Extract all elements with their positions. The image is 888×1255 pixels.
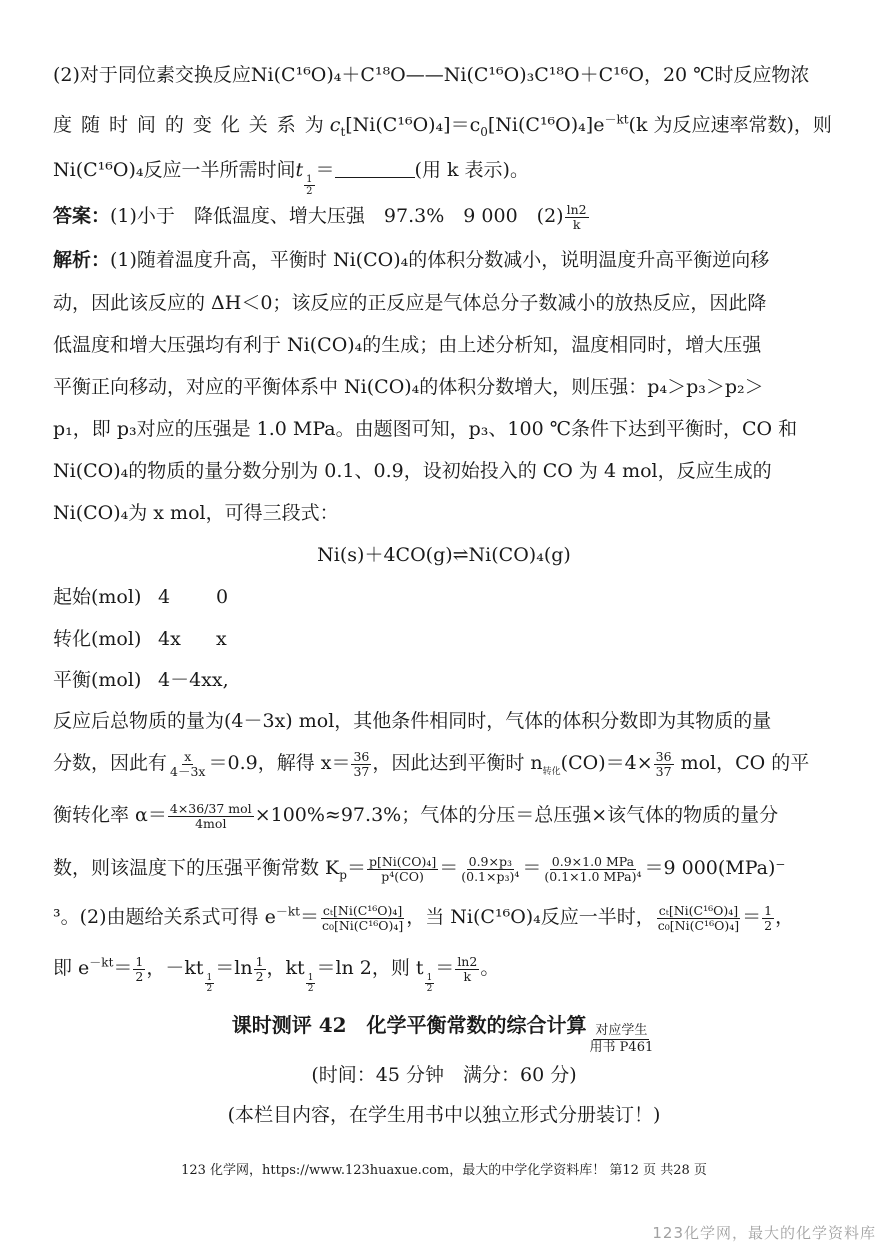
analysis-line-6: Ni(CO)₄的物质的量分数分别为 0.1、0.9，设初始投入的 CO 为 4 mol，反应生成的 <box>53 460 772 482</box>
question-2-line-1 <box>53 60 832 90</box>
frac-den: (0.1×p₃)⁴ <box>461 868 520 884</box>
sub-0: 0 <box>480 124 488 139</box>
frac-num: 36 <box>353 748 370 764</box>
analysis-line-3: 低温度和增大压强均有利于 Ni(CO)₄的生成；由上述分析知，温度相同时，增大压强 <box>53 334 762 356</box>
frac-num: cₜ[Ni(C¹⁶O)₄] <box>658 902 739 918</box>
analysis-text: ，因此达到平衡时 n <box>372 752 543 774</box>
sub-half-b <box>306 973 316 994</box>
row-value: 4 <box>158 586 171 608</box>
analysis-text: ＝9 000(MPa)⁻ <box>644 857 786 879</box>
binding-note: (本栏目内容，在学生用书中以独立形式分册装订！) <box>227 1104 661 1126</box>
frac-den: c₀[Ni(C¹⁶O)₄] <box>657 917 740 933</box>
analysis-line-5: p₁，即 p₃对应的压强是 1.0 MPa。由题图可知，p₃、100 ℃条件下达到平衡时，CO 和 <box>53 418 798 440</box>
frac-den: 2 <box>307 984 314 994</box>
answer-blank <box>335 159 415 178</box>
var-t: t <box>295 159 304 181</box>
frac-num: 1 <box>426 973 433 983</box>
half-subscript <box>304 174 314 197</box>
analysis-line-alpha <box>53 800 832 831</box>
frac-num: 36 <box>655 748 672 764</box>
eq-part: [Ni(C¹⁶O)₄]e <box>487 114 605 136</box>
question-char: 间 <box>136 114 156 136</box>
analysis-line-1 <box>53 245 832 275</box>
analysis-text: ＝ln 2，则 t <box>316 957 424 979</box>
analysis-text: 。 <box>480 957 500 979</box>
frac-num: 1 <box>135 953 144 969</box>
fraction-half-b <box>254 955 266 984</box>
analysis-text: 分数，因此有 <box>53 752 168 774</box>
row-value: 4x <box>158 628 181 650</box>
frac-den: c₀[Ni(C¹⁶O)₄] <box>321 917 404 933</box>
fraction-half <box>762 904 774 933</box>
analysis-line-total: 反应后总物质的量为(4－3x) mol，其他条件相同时，气体的体积分数即为其物质的量 <box>53 710 772 732</box>
frac-den: 2 <box>306 186 313 197</box>
analysis-text: ×100%≈97.3%；气体的分压＝总压强×该气体的物质的量分 <box>254 804 779 826</box>
fraction-kp-2 <box>459 855 521 884</box>
frac-num: 1 <box>307 973 314 983</box>
exp-kt: －kt <box>89 955 114 970</box>
textbook-reference <box>588 1023 656 1056</box>
question-char: 变 <box>192 114 212 136</box>
frac-num: 0.9×1.0 MPa <box>551 853 635 869</box>
eq-part: [Ni(C¹⁶O)₄]＝c <box>345 114 481 136</box>
answer-label: 答案： <box>53 205 111 227</box>
fraction-ln2-k <box>455 955 479 984</box>
analysis-text: 即 e <box>53 957 90 979</box>
ref-top: 对应学生 <box>595 1023 648 1038</box>
analysis-line-7: Ni(CO)₄为 x mol，可得三段式： <box>53 502 339 524</box>
frac-den: 4mol <box>195 815 227 831</box>
analysis-text: ＝ln <box>215 957 253 979</box>
sub-zhuanhua: 转化 <box>542 766 561 777</box>
page-footer: 123 化学网，https://www.123huaxue.com，最大的中学化学资料库！ 第12 页 共28 页 <box>181 1163 707 1178</box>
frac-num: 1 <box>306 174 313 185</box>
row-value: 0 <box>216 586 229 608</box>
sub-half-c <box>425 973 435 994</box>
frac-den: 37 <box>353 763 370 779</box>
frac-num: cₜ[Ni(C¹⁶O)₄] <box>322 902 403 918</box>
frac-num: 1 <box>255 953 264 969</box>
analysis-line-last <box>53 953 832 994</box>
reaction-equation: Ni(s)＋4CO(g)⇌Ni(CO)₄(g) <box>317 544 571 566</box>
question-char: 系 <box>276 114 296 136</box>
question-char: 随 <box>80 114 100 136</box>
equals: ＝ <box>113 957 133 979</box>
fraction-exp-1 <box>320 904 405 933</box>
sub-t: t <box>340 124 346 139</box>
equals: ＝ <box>299 906 319 928</box>
fraction-half-a <box>133 955 145 984</box>
equals: ＝ <box>346 857 366 879</box>
fraction-x <box>168 750 207 779</box>
question-equation <box>305 110 832 140</box>
row-value: 4－4xx, <box>158 669 229 691</box>
frac-den: (0.1×1.0 MPa)⁴ <box>544 868 642 884</box>
analysis-line-kp <box>53 853 832 884</box>
analysis-line-2: 动，因此该反应的 ΔH＜0；该反应的正反应是气体总分子数减小的放热反应，因此降 <box>53 292 767 314</box>
equals: ＝ <box>742 906 762 928</box>
question-text: (2)对于同位素交换反应 <box>53 64 251 86</box>
frac-num: x <box>184 748 192 764</box>
analysis-text: ³。(2)由题给关系式可得 e <box>53 906 276 928</box>
frac-num: ln2 <box>566 201 587 217</box>
section-title: 课时测评 42 化学平衡常数的综合计算 <box>231 1013 587 1037</box>
frac-den: 37 <box>655 763 672 779</box>
frac-num: 0.9×p₃ <box>468 853 512 869</box>
analysis-line-4: 平衡正向移动，对应的平衡体系中 Ni(CO)₄的体积分数增大，则压强：p₄＞p₃＞p₂＞ <box>53 376 764 398</box>
analysis-label: 解析： <box>53 249 111 271</box>
answer-line <box>53 201 832 232</box>
frac-num: 1 <box>764 902 773 918</box>
question-char: 为 <box>304 114 324 136</box>
fraction-36-37 <box>351 750 371 779</box>
analysis-text: mol，CO 的平 <box>674 752 810 774</box>
question-2-line-2 <box>53 110 832 140</box>
exp-kt: －kt <box>275 904 300 919</box>
question-char: 关 <box>248 114 268 136</box>
frac-den: 4－3x <box>170 763 206 779</box>
question-char: 时 <box>108 114 128 136</box>
equals: ＝ <box>522 857 542 879</box>
sub-half-a <box>205 973 215 994</box>
question-char: 度 <box>53 114 73 136</box>
frac-num: 1 <box>206 973 213 983</box>
analysis-text: ，－kt <box>146 957 204 979</box>
sub-p: p <box>339 867 347 882</box>
question-text: Ni(C¹⁶O)₄反应一半所需时间 <box>53 159 296 181</box>
watermark: 123化学网，最大的化学资料库 <box>652 1224 876 1242</box>
frac-den: 2 <box>255 968 264 984</box>
exp-kt: －kt <box>604 112 629 127</box>
row-label: 起始(mol) <box>53 586 142 608</box>
section-header <box>0 1010 888 1056</box>
frac-den: 2 <box>764 917 773 933</box>
equals: ＝ <box>439 857 459 879</box>
analysis-text: (CO)＝4× <box>560 752 653 774</box>
equals: ＝ <box>315 159 335 181</box>
fraction-exp-2 <box>656 904 741 933</box>
ref-bottom: 用书 P461 <box>589 1040 654 1055</box>
equals: ＝ <box>435 957 455 979</box>
eq-part: (k 为反应速率常数)，则 <box>628 114 832 136</box>
question-2-line-3 <box>53 155 832 197</box>
row-label: 转化(mol) <box>53 628 142 650</box>
frac-den: k <box>463 968 472 984</box>
question-text: (用 k 表示)。 <box>414 159 529 181</box>
fraction-kp-1 <box>367 855 438 884</box>
fraction-alpha <box>168 802 254 831</box>
frac-num: ln2 <box>457 953 478 969</box>
frac-num: 4×36/37 mol <box>169 800 252 816</box>
question-reaction: Ni(C¹⁶O)₄＋C¹⁸O——Ni(C¹⁶O)₃C¹⁸O＋C¹⁶O，20 ℃时反应物浓 <box>250 64 810 86</box>
analysis-line-exp: ³。(2)由题给关系式可得 $e^{-kt}=$ $\frac{\text{cₜ[Ni(C¹⁶O)₄]}}{\text{c₀[Ni(C¹⁶O)₄]}}$ ，当 Ni(C¹⁶O)₄反应一半时， $\frac{\text{cₜ[Ni(C¹⁶O)₄]}}{\text{c₀[Ni(C¹⁶O)₄]}}$ ＝ $\frac{1}{2}$ ， <box>53 902 795 933</box>
frac-den: p⁴(CO) <box>381 868 424 884</box>
analysis-line-fraction <box>53 748 832 779</box>
question-char: 化 <box>220 114 240 136</box>
analysis-text: (1)随着温度升高，平衡时 Ni(CO)₄的体积分数减小，说明温度升高平衡逆向移 <box>110 249 770 271</box>
row-label: 平衡(mol) <box>53 669 142 691</box>
analysis-text: ，当 Ni(C¹⁶O)₄反应一半时， <box>406 906 655 928</box>
frac-den: 2 <box>135 968 144 984</box>
analysis-text: ＝0.9，解得 x＝ <box>208 752 351 774</box>
analysis-text: 数，则该温度下的压强平衡常数 K <box>53 857 340 879</box>
question-char: 的 <box>164 114 184 136</box>
analysis-text: ，kt <box>266 957 305 979</box>
answer-fraction <box>565 203 589 232</box>
answer-text: (1)小于 降低温度、增大压强 97.3% 9 000 (2) <box>110 205 564 227</box>
exam-time-info: (时间：45 分钟 满分：60 分) <box>311 1064 577 1086</box>
table-row-change <box>53 624 832 654</box>
fraction-kp-3 <box>542 855 643 884</box>
frac-den: k <box>572 216 581 232</box>
frac-den: 2 <box>206 984 213 994</box>
frac-num: p[Ni(CO)₄] <box>368 853 437 869</box>
row-value: x <box>216 628 227 650</box>
var-c: c <box>329 114 341 136</box>
fraction-36-37-b <box>654 750 674 779</box>
table-row-equilibrium <box>53 665 832 695</box>
table-row-initial <box>53 582 832 612</box>
analysis-text: 衡转化率 α＝ <box>53 804 167 826</box>
frac-den: 2 <box>426 984 433 994</box>
